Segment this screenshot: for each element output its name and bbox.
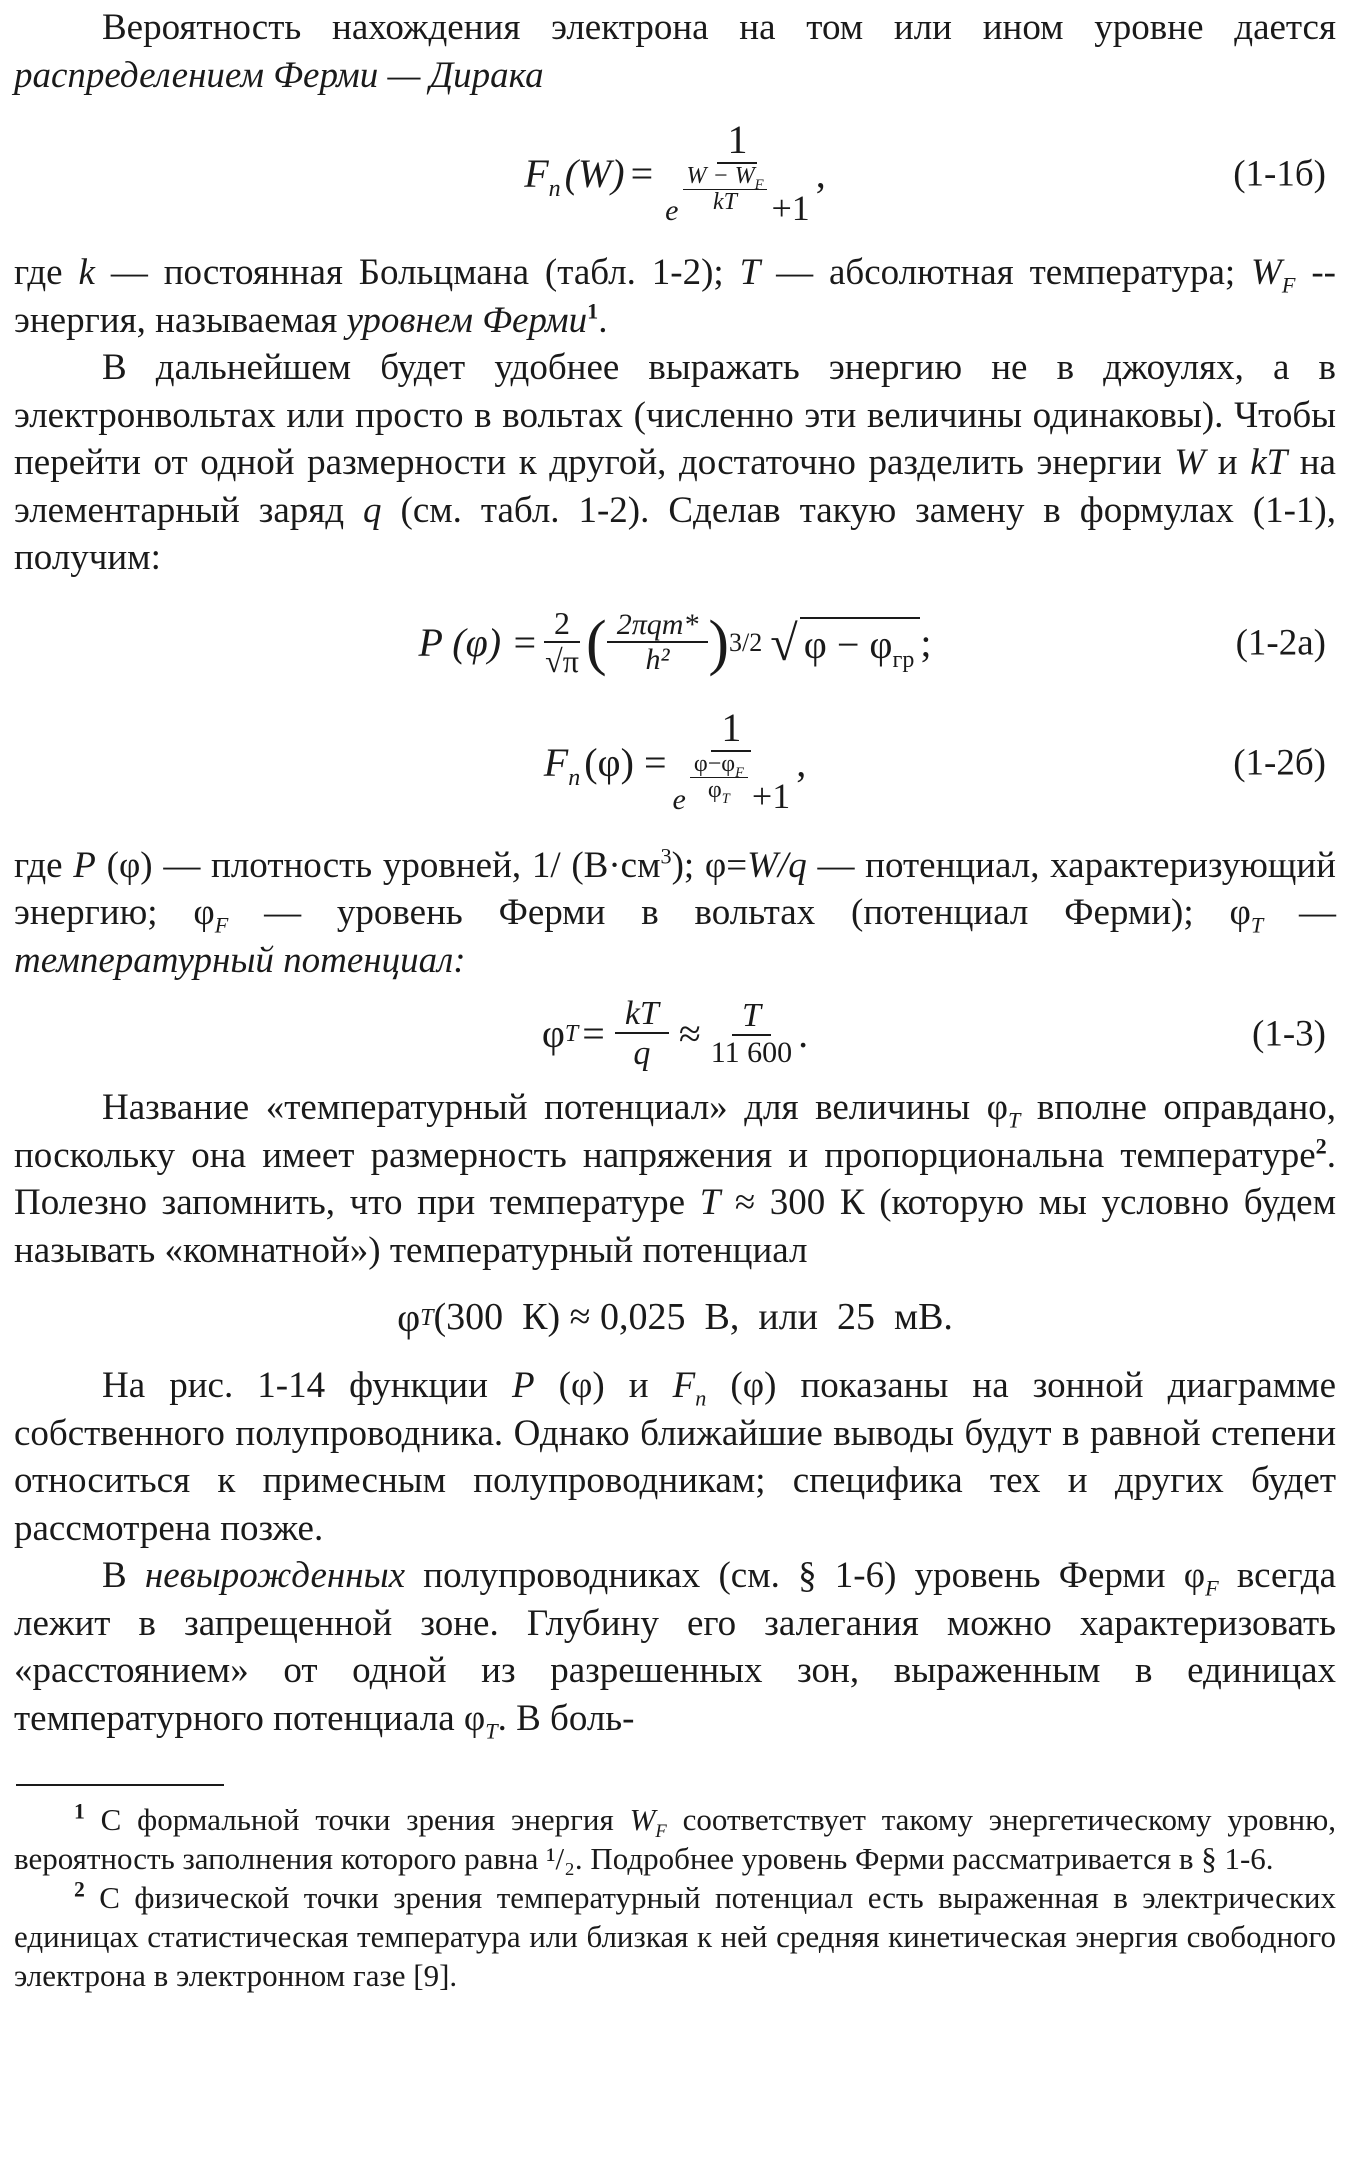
equation-1-2b: $F_n$ (φ) = 1 e $\frac{\varphi-\varphi_F}{\varphi_T}$ +1 , (1-2б) xyxy=(543,705,1326,817)
equation-1-3: φ T = $\frac{kT}{q}$ ≈ $\frac{T}{11 600}$ . (1-3) xyxy=(541,994,1326,1073)
footnote-2: $^2$ С физической точки зрения температурный потенциал есть выраженная в электрических единицах статистическая температура или близкая к ней средняя кинетическая энергия свободного электрона в электронном газе [9]. xyxy=(14,1877,1336,1993)
footnote-1: $^1$ С формальной точки зрения энергия $W_F$ соответствует такому энергетическому уровню, вероятность заполнения которого равна ¹/₂. Подробнее уровень Ферми рассматривается в § 1-6. xyxy=(14,1799,1336,1876)
paragraph-volts: В дальнейшем будет удобнее выражать энергию не в джоулях, а в электронвольтах или просто в вольтах (численно эти величины одинаковы). Чтобы перейти от одной размерности к другой, достаточно разделить энергии W и kT на элементарный заряд q (см. табл. 1-2). Сделав такую замену в формулах (1-1), получим: xyxy=(14,347,1336,578)
paragraph-nondegenerate: В невырожденных полупроводниках (см. § 1-6) уровень Ферми $\varphi_F$ всегда лежит в запрещенной зоне. Глубину его залегания можно характеризовать «расстоянием» от одной из разрешенных зон, выраженным в единицах температурного потенциала $\varphi_T$. В боль- xyxy=(14,1555,1336,1743)
paragraph-boltzmann: где k — постоянная Больцмана (табл. 1-2); T — абсолютная температура; $W_F$ -- энергия, называемая уровнем Ферми$^1$. xyxy=(14,252,1336,341)
equation-room-temperature: φ T (300 К) ≈ 0,025 В, или 25 мВ. xyxy=(397,1295,953,1341)
paragraph-thermal-potential: Название «температурный потенциал» для величины $\varphi_T$ вполне оправдано, поскольку она имеет размерность напряжения и пропорциональна температуре$^2$. Полезно запомнить, что при температуре T ≈ 300 К (которую мы условно будем называть «комнатной») температурный потенциал xyxy=(14,1087,1336,1271)
footnotes xyxy=(14,1800,1336,1995)
equation-1-1b: $F_n$ (W) = 1 e $\frac{W - W_F}{kT}$ +1 , (1-1б) xyxy=(524,116,1326,228)
equation-1-2a: P (φ) = $\frac{2}{√\pi}$ ( $\frac{\text{2πqm*}}{\text{h²}}$ ) 3/2 √ $\varphi - \varphi_{гр}$ ; (1-2а) xyxy=(418,604,1326,679)
paragraph-figure-ref: На рис. 1-14 функции P (φ) и $F_n$ (φ) показаны на зонной диаграмме собственного полупроводника. Однако ближайшие выводы будут в равной степени относиться к примесным полупроводникам; специфика тех и других будет рассмотрена позже. xyxy=(14,1365,1336,1549)
main-text xyxy=(14,4,1336,1742)
paragraph-density: где P (φ) — плотность уровней, 1/ $(В\cdot см^3)$; φ=W/q — потенциал, характеризующий энергию; $\varphi_F$ — уровень Ферми в вольтах (потенциал Ферми); $\varphi_T$ — температурный потенциал: xyxy=(14,843,1337,981)
paragraph-fermi-intro: Вероятность нахождения электрона на том или ином уровне дается распределением Ферми — Дирака xyxy=(14,7,1336,96)
footnote-divider xyxy=(16,1784,224,1786)
